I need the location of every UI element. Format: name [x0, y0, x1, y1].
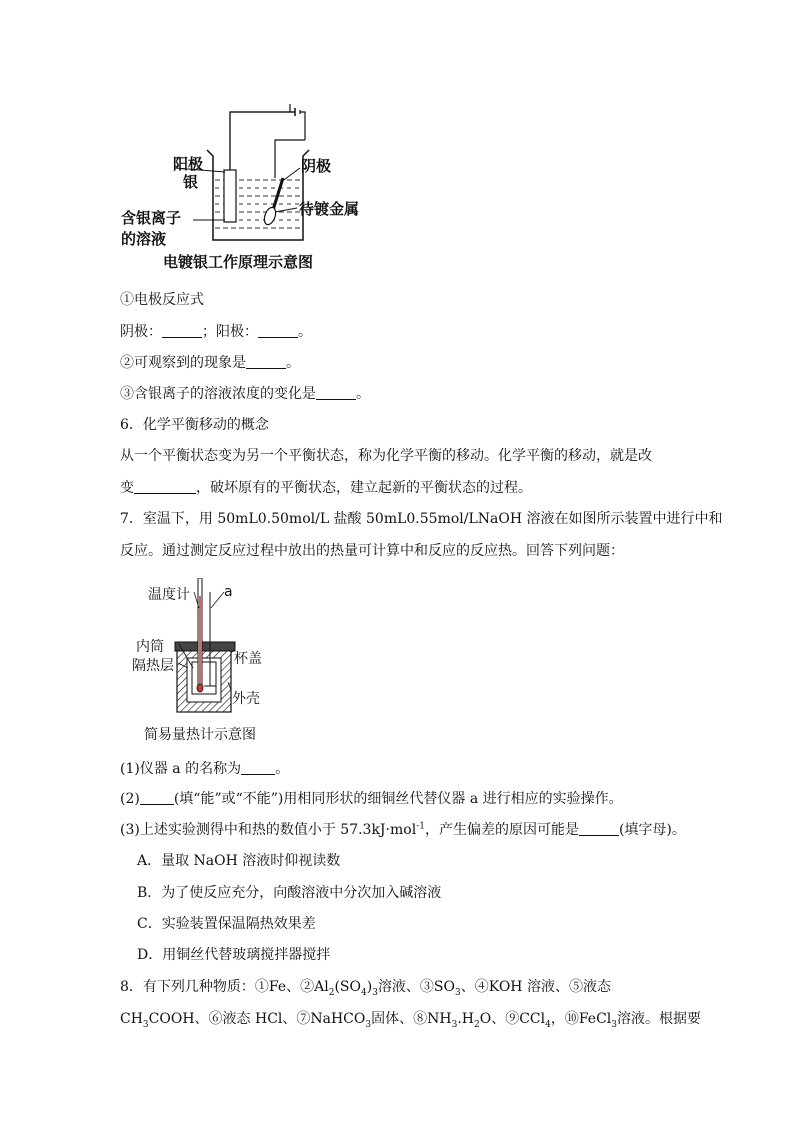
- q7-line2: 反应。通过测定反应过程中放出的热量可计算中和反应的反应热。回答下列问题：: [120, 543, 624, 559]
- anode-label: 阳极: [173, 155, 204, 173]
- solution-label-1: 含银离子: [121, 209, 182, 227]
- q7-option-b[interactable]: B．为了使反应充分，向酸溶液中分次加入碱溶液: [137, 885, 442, 901]
- q7-sub2: (2) (填“能”或“不能”)用相同形状的细铜丝代替仪器 a 进行相应的实验操作。: [120, 791, 623, 807]
- q8-line2: $CH_3COOH$、⑥液态 HCl、⑦NaHCO$_3$固体、$⑧NH_3.H_2O$、⑨CCl$_4$，⑩FeCl$_3$溶液。根据要: [120, 1011, 702, 1030]
- shell-label: 外壳: [232, 691, 260, 707]
- solution-label-2: 的溶液: [121, 230, 167, 248]
- q7-option-c[interactable]: C．实验装置保温隔热效果差: [137, 916, 316, 932]
- q7-sub1: (1)仪器 a 的名称为 。: [120, 761, 290, 777]
- lid-label: 杯盖: [234, 651, 262, 667]
- figure-1-caption: 电镀银工作原理示意图: [163, 253, 314, 271]
- instrument-name-blank[interactable]: [241, 760, 275, 775]
- thermometer-label: 温度计: [148, 587, 190, 603]
- q7-sub3: (3)上述实验测得中和热的数值小于 57.3kJ·mol$^{-1}$，产生偏差的原因可能是 (填字母)。: [120, 821, 686, 838]
- electroplating-figure: [115, 100, 395, 280]
- q8-line1: 8．有下列几种物质：①Fe、$②Al_2(SO_4)_3$溶液、$③SO_3$、④KOH 溶液、⑤液态: [120, 979, 611, 998]
- phenomenon-blank[interactable]: [246, 354, 286, 369]
- cause-blank[interactable]: [579, 821, 619, 836]
- inner-cup-label: 内筒: [136, 639, 164, 655]
- section-6-line1: 从一个平衡状态变为另一个平衡状态，称为化学平衡的移动。化学平衡的移动，就是改: [120, 448, 652, 464]
- q5-part2: ②可观察到的现象是 。: [120, 355, 300, 371]
- q7-option-d[interactable]: D．用铜丝代替玻璃搅拌器搅拌: [137, 947, 331, 963]
- concentration-blank[interactable]: [316, 385, 356, 400]
- section-6-title: 6．化学平衡移动的概念: [120, 417, 269, 433]
- section-6-line2: 变 ，破坏原有的平衡状态，建立起新的平衡状态的过程。: [120, 480, 532, 496]
- plated-metal-label: 待镀金属: [299, 200, 360, 218]
- q7-line1: 7．室温下，用 50mL0.50mol/L 盐酸 50mL0.55mol/LNaOH 溶液在如图所示装置中进行中和: [120, 511, 723, 527]
- condition-blank[interactable]: [134, 479, 196, 494]
- cathode-blank[interactable]: [162, 323, 202, 338]
- q5-part1: ①电极反应式: [120, 292, 204, 308]
- silver-label: 银: [183, 173, 199, 191]
- q5-part3: ③含银离子的溶液浓度的变化是 。: [120, 386, 370, 402]
- calorimeter-figure: [130, 578, 300, 748]
- calorimeter-caption: 简易量热计示意图: [144, 727, 256, 743]
- can-cannot-blank[interactable]: [140, 790, 174, 805]
- q7-option-a[interactable]: A．量取 NaOH 溶液时仰视读数: [137, 853, 341, 869]
- insulation-label: 隔热层: [132, 658, 174, 674]
- anode-blank[interactable]: [258, 323, 298, 338]
- cathode-label: 阴极: [301, 157, 332, 175]
- stirrer-a-label: a: [224, 584, 233, 600]
- q5-electrodes: 阴极： ；阳极： 。: [120, 324, 312, 340]
